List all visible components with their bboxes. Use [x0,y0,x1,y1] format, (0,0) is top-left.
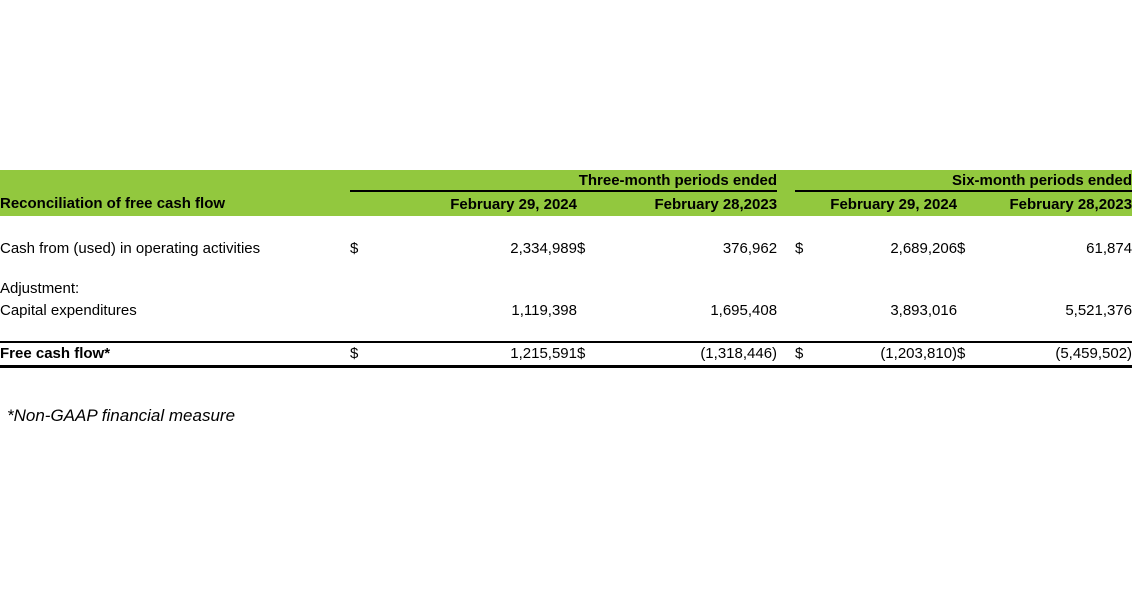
value-three-month-2023: 376,962 [722,239,778,257]
row-operating-activities [0,238,1132,258]
empty-cell [350,299,385,322]
spacer-row [0,322,1132,342]
spacer-cell [0,322,1132,342]
currency-symbol: $ [957,342,977,366]
row-label: Cash from (used) in operating activities [0,239,261,257]
value-three-month-2023: (1,318,446) [600,342,777,366]
date-header-row [0,191,1132,216]
empty-header-cell [0,170,350,191]
value-six-month-2023: (5,459,502) [977,342,1132,366]
currency-symbol: $ [350,239,359,257]
period-header-row [0,170,1132,191]
currency-symbol: $ [350,342,385,366]
spacer-row [0,216,1132,238]
row-label: Free cash flow* [0,342,350,366]
table-title: Reconciliation of free cash flow [0,191,350,216]
row-free-cash-flow [0,342,1132,366]
value-three-month-2024: 1,215,591 [385,342,577,366]
date-header-six-month-2024: February 29, 2024 [795,191,957,216]
currency-symbol: $ [795,342,820,366]
group-gap-cell [777,170,795,191]
currency-symbol: $ [577,239,586,257]
group-gap-cell [777,342,795,366]
period-group-three-month: Three-month periods ended [350,170,777,191]
empty-cell [957,299,977,322]
currency-symbol: $ [577,342,600,366]
value-three-month-2023: 1,695,408 [710,302,778,319]
value-six-month-2023: 61,874 [1086,239,1132,257]
date-header-three-month-2023: February 28,2023 [577,191,777,216]
empty-cell [350,278,1132,299]
date-header-six-month-2023: February 28,2023 [957,191,1132,216]
spacer-cell [0,258,1132,278]
empty-cell [795,299,820,322]
empty-cell [577,299,600,322]
currency-symbol: $ [795,239,804,257]
row-capital-expenditures [0,299,1132,322]
date-header-three-month-2024: February 29, 2024 [350,191,577,216]
non-gaap-footnote: *Non-GAAP financial measure [7,405,236,425]
value-six-month-2024: 3,893,016 [890,302,958,319]
currency-symbol: $ [957,239,966,257]
group-gap-cell [777,238,795,258]
period-group-six-month: Six-month periods ended [795,170,1132,191]
spacer-cell [0,216,1132,238]
value-three-month-2024: 2,334,989 [510,239,577,257]
value-three-month-2024: 1,119,398 [511,302,577,319]
row-label: Capital expenditures [0,302,137,319]
value-six-month-2024: 2,689,206 [890,239,958,257]
row-adjustment [0,278,1132,299]
row-label: Adjustment: [0,280,80,297]
spacer-row [0,258,1132,278]
value-six-month-2024: (1,203,810) [820,342,957,366]
value-six-month-2023: 5,521,376 [1065,302,1132,319]
free-cash-flow-table [0,170,1132,368]
group-gap-cell [777,191,795,216]
group-gap-cell [777,299,795,322]
